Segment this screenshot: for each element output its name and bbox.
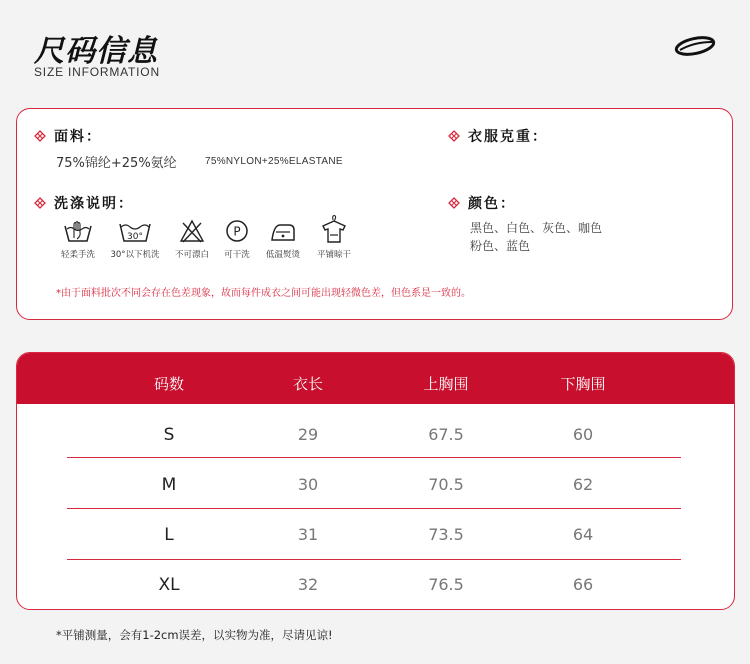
care-item-machine-wash [109, 218, 161, 260]
table-cell-length: 29 [297, 425, 319, 444]
table-cell-upper-bust: 76.5 [428, 575, 464, 594]
table-cell-size: S [163, 425, 175, 445]
size-table-header [17, 353, 734, 404]
colors-heading-label: 颜色： [468, 196, 516, 212]
table-cell-under-bust: 64 [572, 525, 594, 544]
washing-heading [34, 193, 134, 213]
weight-heading [448, 126, 548, 146]
care-item-hand-wash [52, 218, 104, 260]
table-cell-under-bust: 66 [572, 575, 594, 594]
care-label: 平铺晾干 [316, 250, 351, 260]
diamond-bullet-icon [34, 197, 46, 209]
table-cell-upper-bust: 73.5 [428, 525, 464, 544]
table-cell-length: 31 [297, 525, 319, 544]
table-cell-length: 32 [297, 575, 319, 594]
colors-line-1: 黑色、白色、灰色、咖色 [470, 221, 603, 235]
table-cell-size: M [161, 475, 177, 495]
page-subtitle: SIZE INFORMATION [34, 65, 160, 79]
table-cell-upper-bust: 70.5 [428, 475, 464, 494]
machine-wash-30-icon [118, 218, 152, 244]
measurement-footnote: *平铺测量，会有1-2cm误差，以实物为准，尽请见谅! [56, 628, 333, 642]
table-cell-under-bust: 60 [572, 425, 594, 444]
row-divider [67, 457, 681, 458]
no-bleach-icon [178, 218, 206, 244]
dry-clean-p-icon [223, 218, 251, 244]
header-upper-bust: 上胸围 [423, 375, 469, 393]
care-label: 低温熨烫 [265, 250, 300, 260]
hand-wash-icon [63, 218, 93, 244]
low-iron-icon [268, 218, 298, 244]
colors-line-2: 粉色、蓝色 [470, 239, 531, 253]
fabric-text-en: 75%NYLON+25%ELASTANE [205, 156, 343, 167]
washing-heading-label: 洗涤说明： [54, 196, 134, 212]
fabric-heading-label: 面料： [54, 129, 102, 145]
weight-heading-label: 衣服克重： [468, 129, 548, 145]
table-cell-under-bust: 62 [572, 475, 594, 494]
diamond-bullet-icon [448, 197, 460, 209]
care-item-flat-dry [308, 214, 360, 260]
fabric-heading [34, 126, 102, 146]
flat-dry-icon [319, 214, 349, 244]
table-cell-size: L [164, 525, 174, 545]
colors-heading [448, 193, 516, 213]
swoosh-logo-icon [674, 36, 716, 56]
diamond-bullet-icon [34, 130, 46, 142]
dry-clean-letter: P [233, 224, 241, 239]
header-size: 码数 [153, 375, 185, 393]
care-label: 可干洗 [224, 250, 250, 260]
row-divider [67, 559, 681, 560]
page-title: 尺码信息 [34, 34, 158, 69]
care-item-low-iron [257, 218, 309, 260]
wash-temp-label: 30° [127, 232, 143, 242]
table-cell-size: XL [158, 575, 180, 595]
fabric-text-cn: 75%锦纶+25%氨纶 [56, 156, 177, 171]
size-table [16, 352, 735, 610]
care-label: 不可漂白 [174, 250, 209, 260]
table-cell-upper-bust: 67.5 [428, 425, 464, 444]
care-label: 轻柔手洗 [60, 250, 95, 260]
care-item-dry-clean [211, 218, 263, 260]
color-difference-note: *由于面料批次不同会存在色差现象，故而每件成衣之间可能出现轻微色差，但色系是一致的。 [56, 288, 471, 299]
diamond-bullet-icon [448, 130, 460, 142]
header-under-bust: 下胸围 [560, 375, 606, 393]
header-length: 衣长 [292, 375, 324, 393]
table-cell-length: 30 [297, 475, 319, 494]
row-divider [67, 508, 681, 509]
care-label: 30°以下机洗 [110, 250, 160, 260]
